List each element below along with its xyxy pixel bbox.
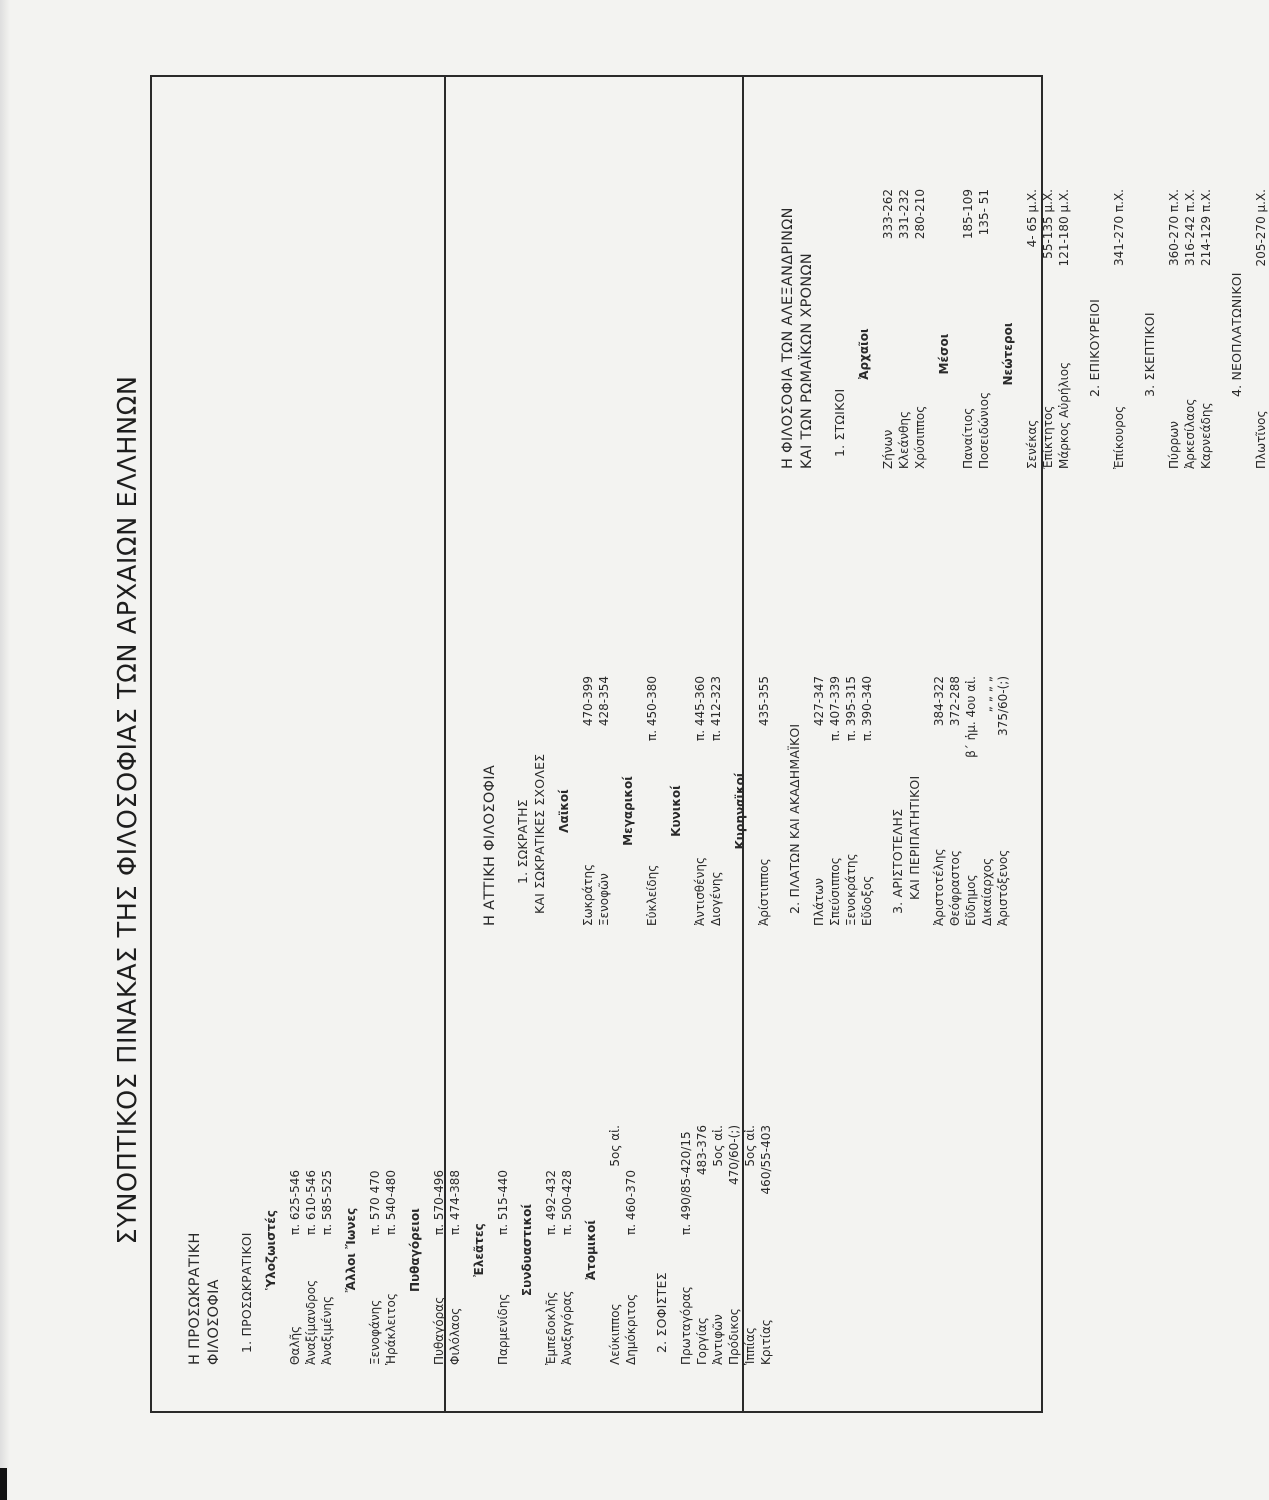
philosopher-dates: 333-262	[881, 189, 895, 240]
philosopher-dates: 4- 65 μ.Χ.	[1025, 189, 1039, 248]
group-heading: Λαϊκοί	[557, 789, 571, 833]
philosopher-dates: 428-354	[597, 676, 611, 727]
group-heading: Ἀρχαῖοι	[857, 328, 871, 380]
philosopher-row	[644, 656, 660, 926]
philosopher-dates: 460/55-403	[759, 1125, 773, 1195]
section-title-line: Η ΠΡΟΣΩΚΡΑΤΙΚΗ	[187, 1232, 203, 1365]
summary-table	[150, 75, 1268, 1413]
philosopher-name: Ἡράκλειτος	[384, 1293, 398, 1365]
philosopher-dates: π. 500-428	[560, 1170, 574, 1235]
philosopher-name: Θαλῆς	[288, 1325, 302, 1365]
philosopher-name: Δικαίαρχος	[980, 857, 994, 926]
philosopher-dates: 5ος αἰ.	[608, 1125, 622, 1167]
philosopher-dates: π. 395-315	[844, 676, 858, 741]
group-heading: Κυνικοί	[669, 785, 683, 837]
philosopher-dates: π. 407-339	[828, 676, 842, 741]
philosopher-name: Εὔδοξος	[860, 875, 874, 926]
philosopher-dates: π. 610-546	[304, 1170, 318, 1235]
philosopher-row	[287, 1105, 303, 1365]
philosopher-row	[692, 656, 708, 926]
philosopher-name: Ἀναξιμένης	[320, 1295, 334, 1365]
philosopher-dates: 121-180 μ.Χ.	[1057, 189, 1071, 267]
philosopher-row	[1024, 189, 1040, 469]
subsection-heading: 3. ΣΚΕΠΤΙΚΟΙ	[1142, 312, 1157, 397]
philosopher-dates: 427-347	[812, 676, 826, 727]
subsection-heading	[514, 521, 548, 914]
philosopher-name: Πλωτῖνος	[1254, 410, 1268, 469]
philosopher-name: Καρνεάδης	[1199, 402, 1213, 469]
philosopher-name: Φιλόλαος	[448, 1307, 462, 1365]
philosopher-dates: β΄ ἡμ. 4ου αἰ.	[964, 676, 978, 758]
philosopher-name: Εὐκλείδης	[645, 864, 659, 926]
group-heading: Ὑλοζωιστές	[264, 1210, 278, 1290]
philosopher-name: Εὔδημος	[964, 874, 978, 926]
philosopher-name: Σπεύσιππος	[828, 857, 842, 926]
philosopher-dates: π. 570-496	[432, 1170, 446, 1235]
section-title	[779, 77, 817, 469]
philosopher-name: Ἀντιφῶν	[711, 1314, 725, 1365]
subsection-heading-line: ΚΑΙ ΠΕΡΙΠΑΤΗΤΙΚΟΙ	[907, 775, 922, 900]
philosopher-name: Πρόδικος	[727, 1308, 741, 1365]
philosopher-dates: 483-376	[695, 1125, 709, 1176]
philosopher-dates: π. 412-323	[709, 676, 723, 741]
subsection-heading: 1. ΣΤΩΙΚΟΙ	[832, 388, 847, 457]
group-heading: Κυρηναϊκοί	[733, 772, 747, 850]
group-heading: Ἀτομικοί	[584, 1219, 598, 1281]
philosopher-name: Ξενοκράτης	[844, 853, 858, 926]
group-heading: Συνδυαστικοί	[520, 1203, 534, 1297]
philosopher-name: Λεύκιππος	[608, 1303, 622, 1365]
philosopher-dates: 5ος αἰ.	[743, 1125, 757, 1167]
section-title: Η ΑΤΤΙΚΗ ΦΙΛΟΣΟΦΙΑ	[482, 764, 498, 926]
philosopher-dates: „ „ „ „	[980, 676, 994, 713]
philosopher-row	[960, 189, 976, 469]
philosopher-row	[1166, 189, 1182, 469]
philosopher-name: Ἱππίας	[743, 1327, 757, 1365]
philosopher-dates: 435-355	[757, 676, 771, 727]
philosopher-name: Μάρκος Αὐρήλιος	[1057, 361, 1071, 469]
philosopher-row	[708, 656, 724, 926]
philosopher-dates: 372-288	[948, 676, 962, 727]
philosopher-dates: 341-270 π.Χ.	[1112, 189, 1126, 267]
philosopher-dates: 205-270 μ.Χ.	[1254, 189, 1268, 267]
philosopher-name: Ἀναξαγόρας	[560, 1290, 574, 1365]
philosopher-dates: 185-109	[961, 189, 975, 240]
philosopher-dates: 360-270 π.Χ.	[1167, 189, 1181, 267]
group-heading: Πυθαγόρειοι	[408, 1208, 422, 1292]
philosopher-dates: π. 540-480	[384, 1170, 398, 1235]
page-edge	[0, 0, 10, 1500]
philosopher-dates: π. 585-525	[320, 1170, 334, 1235]
philosopher-name: Σενέκας	[1025, 419, 1039, 469]
philosopher-row	[1111, 189, 1127, 469]
philosopher-dates: π. 445-360	[693, 676, 707, 741]
philosopher-name: Ξενοφῶν	[597, 873, 611, 926]
philosopher-name: Παναίτιος	[961, 407, 975, 469]
subsection-heading: 4. ΝΕΟΠΛΑΤΩΝΙΚΟΙ	[1229, 272, 1244, 397]
corner-mark	[0, 1468, 7, 1500]
attic-column	[447, 521, 1010, 966]
philosopher-name: Ἀντισθένης	[693, 857, 707, 926]
philosopher-name: Ἀρκεσίλαος	[1183, 398, 1197, 469]
group-heading: Μεγαρικοί	[621, 776, 635, 846]
philosopher-dates: 280-210	[913, 189, 927, 240]
philosopher-dates: 316-242 π.Χ.	[1183, 189, 1197, 267]
philosopher-dates: π. 460-370	[624, 1170, 638, 1235]
philosopher-dates: π. 490/85-420/15	[679, 1131, 693, 1235]
philosopher-dates: 135- 51	[977, 189, 991, 236]
philosopher-row	[880, 189, 896, 469]
subsection-heading-line: ΚΑΙ ΣΩΚΡΑΤΙΚΕΣ ΣΧΟΛΕΣ	[532, 753, 547, 914]
philosopher-dates: π. 474-388	[448, 1170, 462, 1235]
philosopher-name: Ἀριστοτέλης	[932, 848, 946, 926]
philosopher-name: Χρύσιππος	[913, 405, 927, 469]
subsection-heading: 2. ΕΠΙΚΟΥΡΕΙΟΙ	[1087, 298, 1102, 397]
philosopher-name: Κριτίας	[759, 1319, 773, 1365]
philosopher-name: Σωκράτης	[581, 863, 595, 926]
philosopher-name: Ἀναξίμανδρος	[304, 1279, 318, 1365]
philosopher-row	[912, 189, 928, 469]
section-title-line: ΚΑΙ ΤΩΝ ΡΩΜΑΪΚΩΝ ΧΡΟΝΩΝ	[799, 252, 815, 469]
philosopher-row	[367, 1105, 383, 1365]
philosopher-row	[896, 189, 912, 469]
group-heading: Νεώτεροι	[1001, 322, 1015, 386]
philosopher-row	[1040, 189, 1056, 469]
philosopher-name: Δημόκριτος	[624, 1293, 638, 1365]
group-heading: Ἄλλοι Ἴωνες	[344, 1207, 358, 1293]
philosopher-dates: 214-129 π.Χ.	[1199, 189, 1213, 267]
philosopher-dates: 375/60-(;)	[996, 676, 1010, 736]
section-hellenistic-roman	[745, 77, 1268, 1411]
philosopher-name: Πύρρων	[1167, 421, 1181, 469]
philosopher-name: Ζήνων	[881, 429, 895, 469]
philosopher-row	[976, 189, 992, 469]
philosopher-dates: π. 570 470	[368, 1170, 382, 1235]
philosopher-name: Ἀριστόξενος	[996, 849, 1010, 926]
philosopher-name: Ἀρίστιππος	[757, 858, 771, 926]
philosopher-row	[319, 1105, 335, 1365]
philosopher-name: Διογένης	[709, 871, 723, 926]
section-title-line: Η ΦΙΛΟΣΟΦΙΑ ΤΩΝ ΑΛΕΞΑΝΔΡΙΝΩΝ	[780, 207, 796, 469]
philosopher-dates: 470/60-(;)	[727, 1125, 741, 1185]
philosopher-row	[303, 1105, 319, 1365]
philosopher-dates: π. 450-380	[645, 676, 659, 741]
philosopher-name: Πρωταγόρας	[679, 1286, 693, 1365]
philosopher-name: Πυθαγόρας	[432, 1296, 446, 1365]
philosopher-row	[580, 656, 596, 926]
philosopher-name: Κλεάνθης	[897, 410, 911, 469]
subsection-heading: 1. ΠΡΟΣΩΚΡΑΤΙΚΟΙ	[239, 1232, 254, 1353]
philosopher-dates: π. 625-546	[288, 1170, 302, 1235]
philosopher-name: Ἐπίκτητος	[1041, 405, 1055, 469]
group-heading: Ἐλεᾶτες	[472, 1223, 486, 1277]
philosopher-name: Ξενοφάνης	[368, 1299, 382, 1365]
philosopher-name: Ἐπίκουρος	[1112, 405, 1126, 469]
philosopher-row	[1182, 189, 1198, 469]
philosopher-row	[431, 1105, 447, 1365]
presocratic-column	[152, 981, 773, 1411]
subsection-heading: 2. ΠΛΑΤΩΝ ΚΑΙ ΑΚΑΔΗΜΑΪΚΟΙ	[787, 723, 802, 914]
philosopher-dates: 470-399	[581, 676, 595, 727]
philosopher-name: Ἐμπεδοκλῆς	[544, 1291, 558, 1365]
subsection-heading-line: 1. ΣΩΚΡΑΤΗΣ	[515, 799, 530, 884]
philosopher-dates: π. 515-440	[496, 1170, 510, 1235]
philosopher-row	[1056, 189, 1072, 469]
section-title-line: ΦΙΛΟΣΟΦΙΑ	[206, 1279, 222, 1365]
philosopher-name: Πλάτων	[812, 877, 826, 926]
hellenistic-column	[745, 77, 1268, 509]
group-heading: Μέσοι	[937, 333, 951, 375]
section-title	[186, 981, 224, 1365]
philosopher-row	[1198, 189, 1214, 469]
philosopher-name: Παρμενίδης	[496, 1293, 510, 1365]
subsection-heading: 2. ΣΟΦΙΣΤΕΣ	[654, 1272, 669, 1353]
philosopher-name: Ποσειδώνιος	[977, 391, 991, 469]
philosopher-name: Θεόφραστος	[948, 850, 962, 926]
philosopher-name: Γοργίας	[695, 1317, 709, 1365]
philosopher-dates: π. 390-340	[860, 676, 874, 741]
page-title: ΣΥΝΟΠΤΙΚΟΣ ΠΙΝΑΚΑΣ ΤΗΣ ΦΙΛΟΣΟΦΙΑΣ ΤΩΝ ΑΡΧΑΙΩΝ ΕΛΛΗΝΩΝ	[113, 375, 143, 1245]
philosopher-dates: 5ος αἰ.	[711, 1125, 725, 1167]
philosopher-dates: 384-322	[932, 676, 946, 727]
philosopher-dates: π. 492-432	[544, 1170, 558, 1235]
philosopher-row	[596, 656, 612, 926]
philosopher-row	[1253, 189, 1269, 469]
philosopher-row	[383, 1105, 399, 1365]
philosopher-dates: 55-135 μ.Χ.	[1041, 189, 1055, 259]
subsection-heading-line: 3. ΑΡΙΣΤΟΤΕΛΗΣ	[890, 808, 905, 914]
philosopher-dates: 331-232	[897, 189, 911, 240]
